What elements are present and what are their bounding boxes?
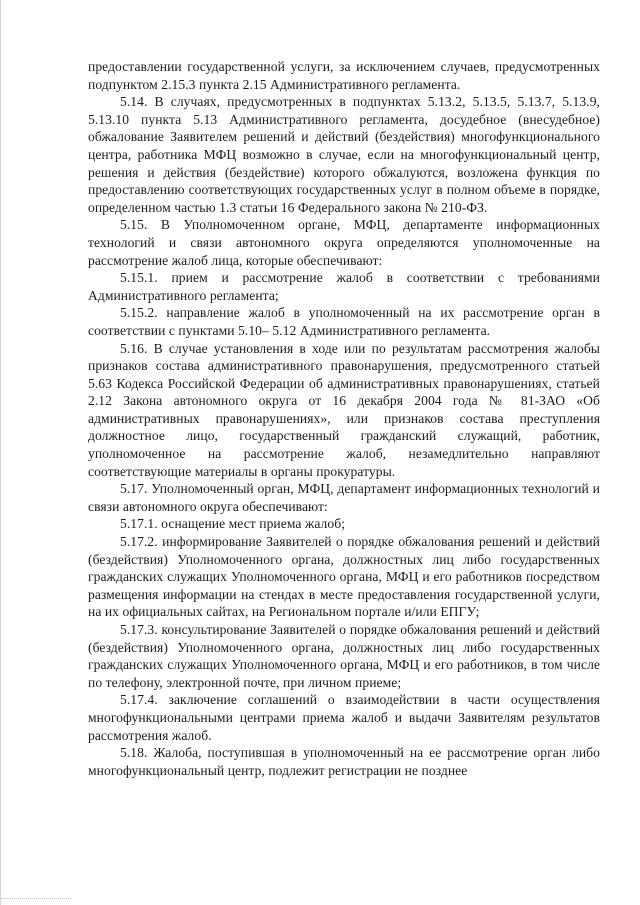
paragraph-5-18: 5.18. Жалоба, поступившая в уполномоченный на ее рассмотрение орган либо многофункциональный центр, подлежит регистрации не позднее bbox=[88, 745, 600, 778]
paragraph-5-17-3: 5.17.3. консультирование Заявителей о порядке обжалования решений и действий (бездействия) Уполномоченного органа, должностных лиц либо государственных гражданских служащих Уполномоченного органа, МФЦ и его работников, в том числе по телефону, электронной почте, при личном приеме; bbox=[88, 622, 600, 690]
paragraph-5-17: 5.17. Уполномоченный орган, МФЦ, департамент информационных технологий и связи автономного округа обеспечивают: bbox=[88, 481, 600, 514]
paragraph-continuation: предоставлении государственной услуги, за исключением случаев, предусмотренных подпунктом 2.15.3 пункта 2.15 Административного регламента. bbox=[88, 59, 600, 92]
paragraph-5-15: 5.15. В Уполномоченном органе, МФЦ, департаменте информационных технологий и связи автономного округа определяются уполномоченные на рассмотрение жалоб лица, которые обеспечивают: bbox=[88, 217, 600, 268]
paragraph-5-15-2: 5.15.2. направление жалоб в уполномоченный на их рассмотрение орган в соответствии с пунктами 5.10– 5.12 Административного регламента. bbox=[88, 305, 600, 338]
paragraph-5-16: 5.16. В случае установления в ходе или по результатам рассмотрения жалобы признаков состава административного правонарушения, предусмотренного статьей 5.63 Кодекса Российской Федерации об административных правонарушениях, статьей 2.12 Закона автономного округа от 16 декабря 2004 года № 81-ЗАО «Об административных правонарушениях», или признаков состава преступления должностное лицо, государственный гражданский служащий, работник, уполномоченное на рассмотрение жалоб, незамедлительно направляют соответствующие материалы в органы прокуратуры. bbox=[88, 340, 600, 479]
document-body bbox=[88, 58, 600, 779]
scan-edge-mark bbox=[1, 898, 71, 905]
paragraph-5-15-1: 5.15.1. прием и рассмотрение жалоб в соответствии с требованиями Административного регламента; bbox=[88, 270, 600, 303]
paragraph-5-14: 5.14. В случаях, предусмотренных в подпунктах 5.13.2, 5.13.5, 5.13.7, 5.13.9, 5.13.10 пункта 5.13 Административного регламента, досудебное (внесудебное) обжалование Заявителем решений и действий (бездействия) многофункционального центра, работника МФЦ возможно в случае, если на многофункциональный центр, решения и действия (бездействие) которого обжалуются, возложена функция по предоставлению соответствующих государственных услуг в полном объеме в порядке, определенном частью 1.3 статьи 16 Федерального закона № 210-ФЗ. bbox=[88, 94, 600, 215]
paragraph-5-17-2: 5.17.2. информирование Заявителей о порядке обжалования решений и действий (бездействия) Уполномоченного органа, должностных лиц либо государственных гражданских служащих Уполномоченного органа, МФЦ и его работников посредством размещения информации на стендах в месте предоставления государственной услуги, на их официальных сайтах, на Региональном портале и/или ЕПГУ; bbox=[88, 534, 600, 620]
paragraph-5-17-1: 5.17.1. оснащение мест приема жалоб; bbox=[120, 516, 346, 532]
paragraph-5-17-4: 5.17.4. заключение соглашений о взаимодействии в части осуществления многофункциональными центрами приема жалоб и выдачи Заявителям результатов рассмотрения жалоб. bbox=[88, 692, 600, 743]
